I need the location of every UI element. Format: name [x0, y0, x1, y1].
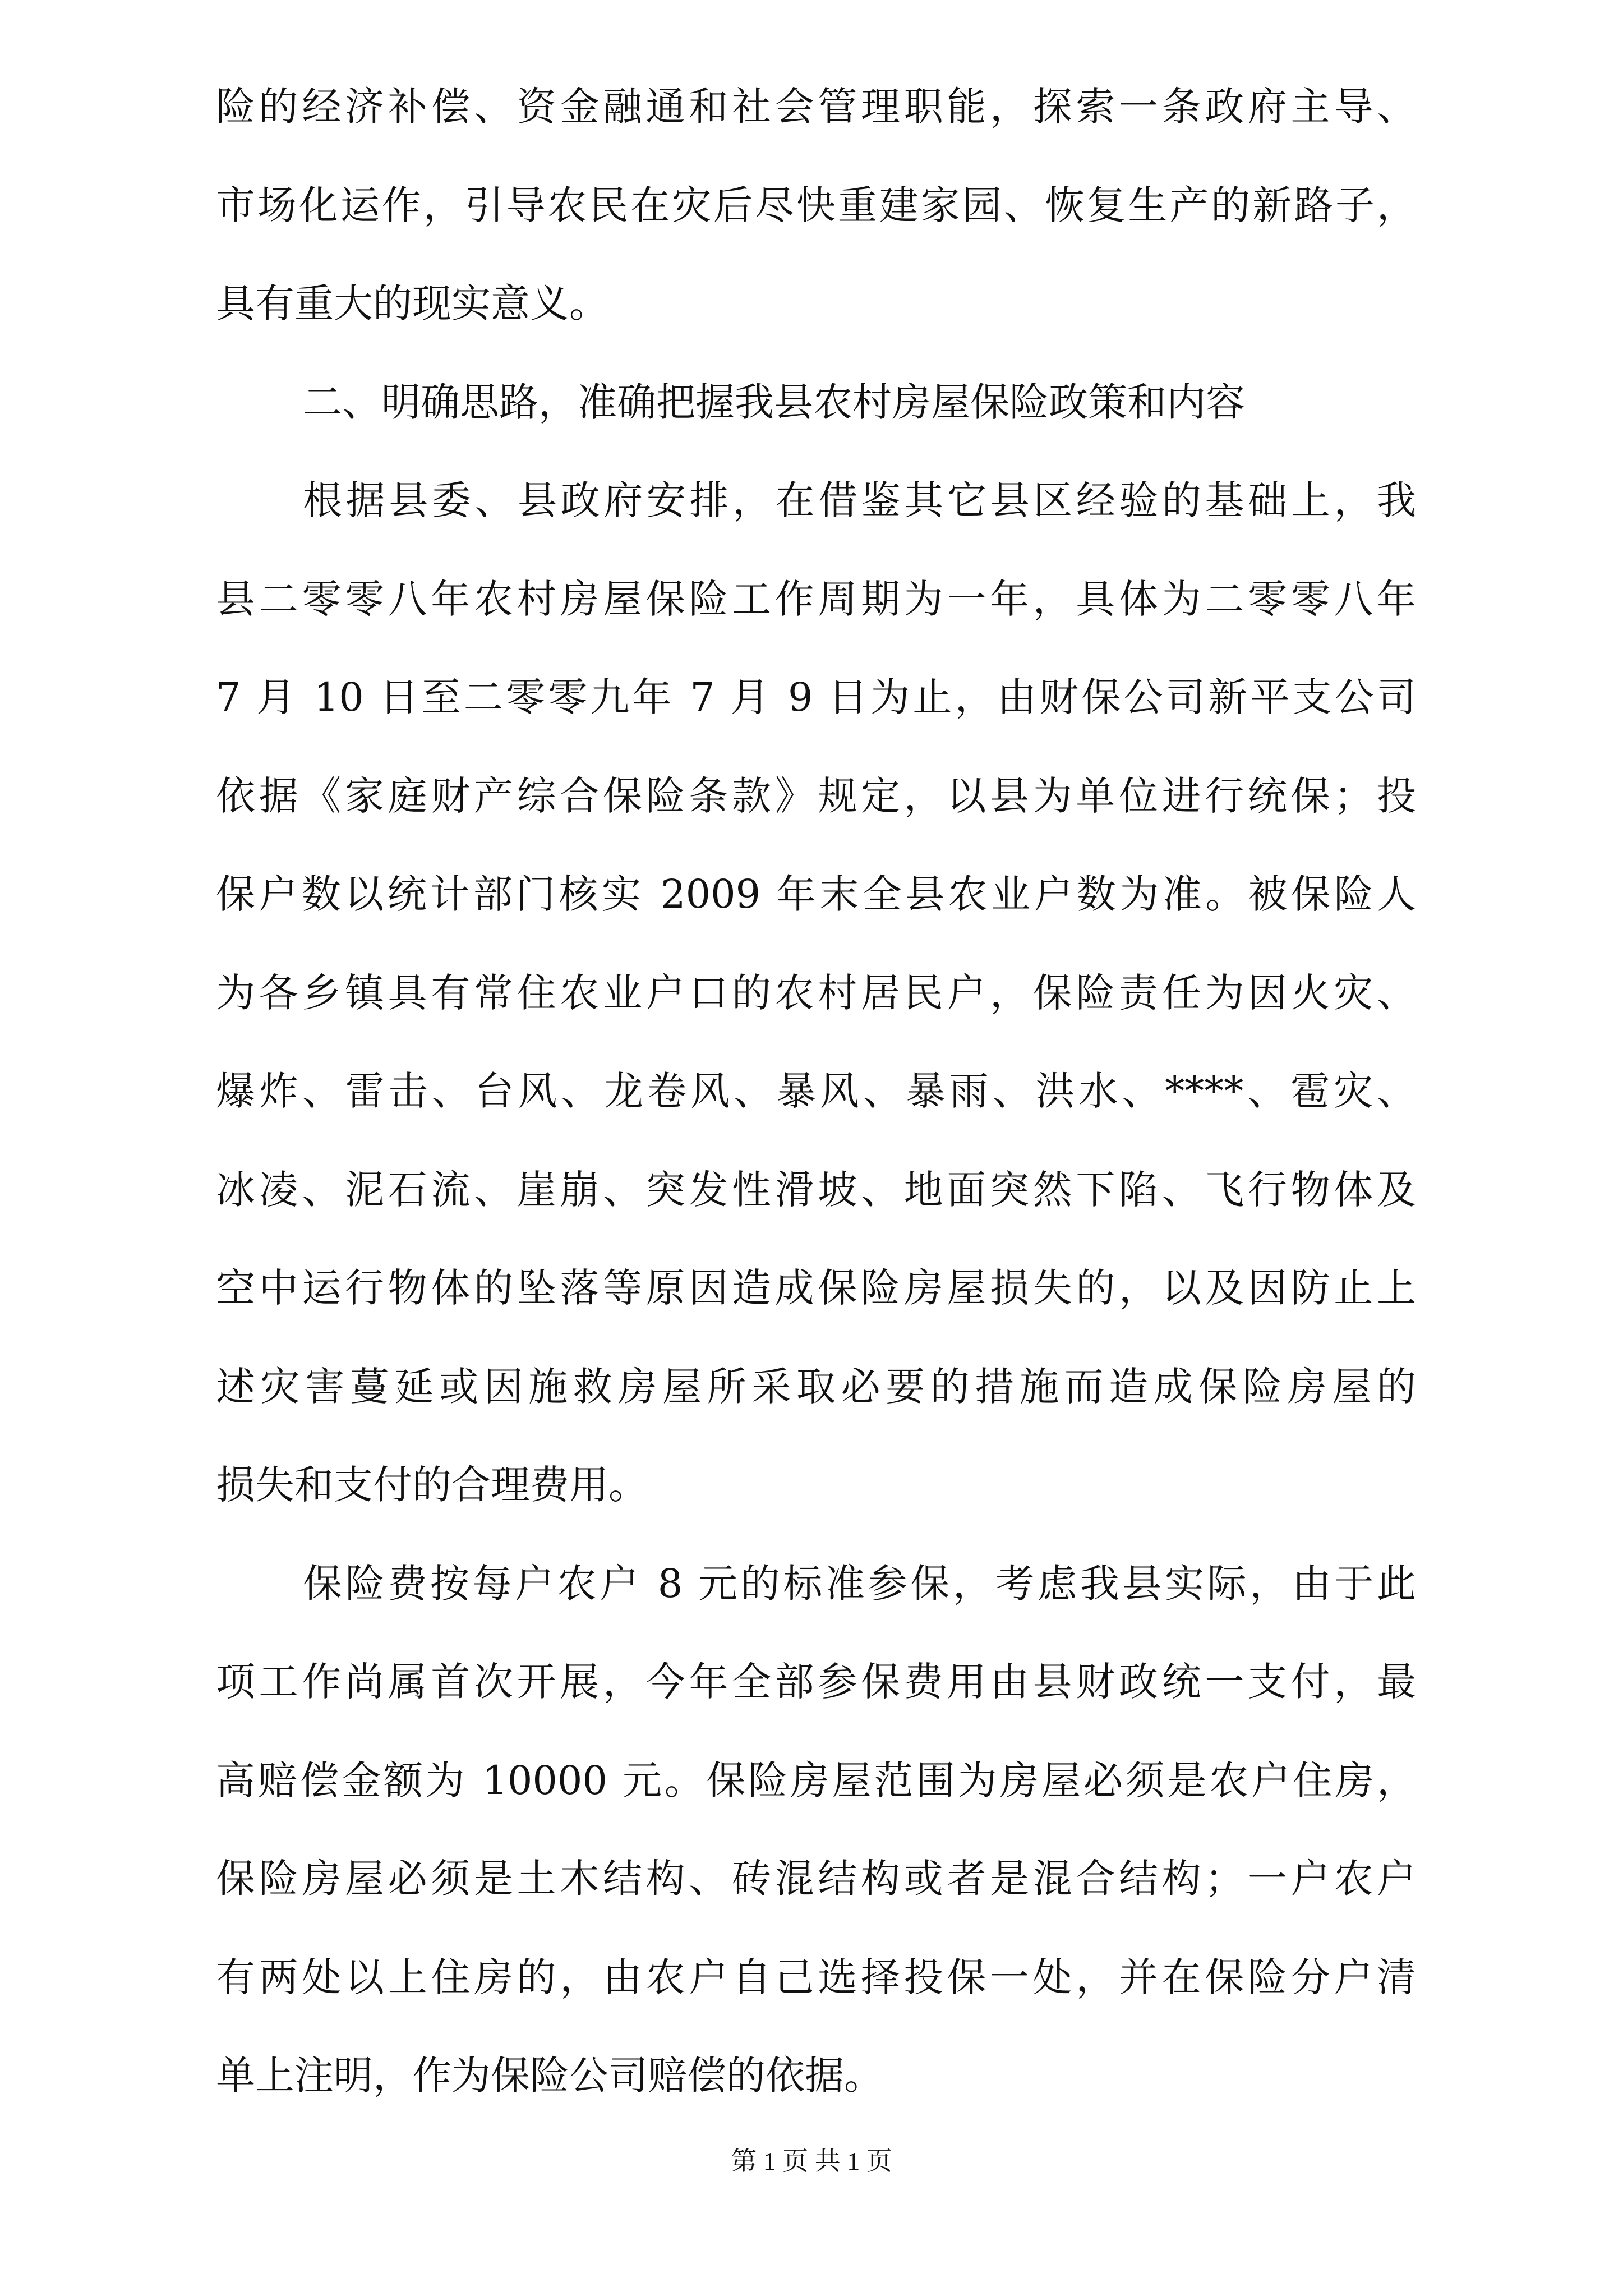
text-line: 7 月 10 日至二零零九年 7 月 9 日为止，由财保公司新平支公司 [216, 674, 1416, 720]
section-heading: 二、明确思路，准确把握我县农村房屋保险政策和内容 [303, 379, 1245, 425]
text-line: 县二零零八年农村房屋保险工作周期为一年，具体为二零零八年 [216, 576, 1416, 622]
text-line: 冰凌、泥石流、崖崩、突发性滑坡、地面突然下陷、飞行物体及 [216, 1167, 1416, 1213]
text-line: 空中运行物体的坠落等原因造成保险房屋损失的，以及因防止上 [216, 1265, 1416, 1311]
text-line: 为各乡镇具有常住农业户口的农村居民户，保险责任为因火灾、 [216, 970, 1416, 1016]
text-line: 保户数以统计部门核实 2009 年末全县农业户数为准。被保险人 [216, 871, 1416, 917]
text-line: 损失和支付的合理费用。 [216, 1462, 648, 1508]
text-line: 保险费按每户农户 8 元的标准参保，考虑我县实际，由于此 [303, 1561, 1416, 1607]
text-line: 单上注明，作为保险公司赔偿的依据。 [216, 2053, 883, 2099]
text-line: 有两处以上住房的，由农户自己选择投保一处，并在保险分户清 [216, 1954, 1416, 2000]
text-line: 依据《家庭财产综合保险条款》规定，以县为单位进行统保；投 [216, 773, 1416, 819]
text-line: 述灾害蔓延或因施救房屋所采取必要的措施而造成保险房屋的 [216, 1364, 1416, 1410]
text-line: 市场化运作，引导农民在灾后尽快重建家园、恢复生产的新路子， [216, 182, 1416, 228]
page-number-footer: 第 1 页 共 1 页 [731, 2147, 892, 2175]
text-line: 爆炸、雷击、台风、龙卷风、暴风、暴雨、洪水、****、雹灾、 [216, 1068, 1416, 1114]
text-line: 项工作尚属首次开展，今年全部参保费用由县财政统一支付，最 [216, 1659, 1416, 1705]
text-line: 险的经济补偿、资金融通和社会管理职能，探索一条政府主导、 [216, 84, 1416, 130]
text-line: 具有重大的现实意义。 [216, 280, 608, 326]
text-line: 高赔偿金额为 10000 元。保险房屋范围为房屋必须是农户住房， [216, 1757, 1416, 1803]
text-line: 保险房屋必须是土木结构、砖混结构或者是混合结构；一户农户 [216, 1856, 1416, 1902]
text-line: 根据县委、县政府安排，在借鉴其它县区经验的基础上，我 [303, 477, 1416, 523]
